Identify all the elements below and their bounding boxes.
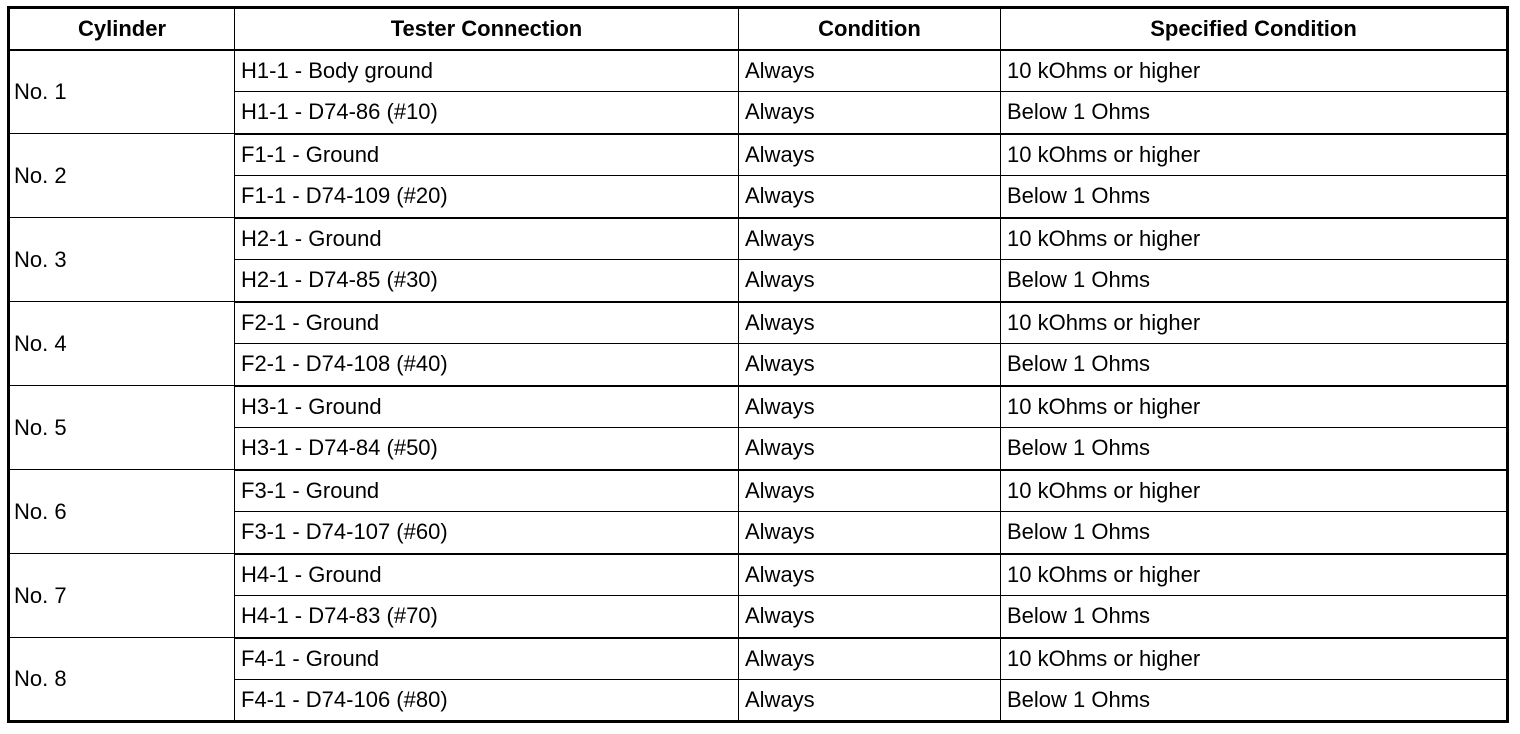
condition-cell: Always [739, 218, 1001, 260]
cylinder-cell: No. 4 [9, 302, 235, 386]
cylinder-cell: No. 6 [9, 470, 235, 554]
header-tester-connection: Tester Connection [235, 8, 739, 50]
cylinder-cell: No. 5 [9, 386, 235, 470]
condition-cell: Always [739, 50, 1001, 92]
condition-cell: Always [739, 386, 1001, 428]
specified-condition-cell: Below 1 Ohms [1001, 512, 1508, 554]
cylinder-cell: No. 2 [9, 134, 235, 218]
condition-cell: Always [739, 680, 1001, 722]
table-row [9, 386, 1508, 428]
specified-condition-cell: Below 1 Ohms [1001, 680, 1508, 722]
table-body [9, 50, 1508, 722]
spec-table-container [7, 6, 1509, 723]
specified-condition-cell: Below 1 Ohms [1001, 176, 1508, 218]
header-row [9, 8, 1508, 50]
table-row [9, 134, 1508, 176]
tester-connection-cell: F2-1 - D74-108 (#40) [235, 344, 739, 386]
condition-cell: Always [739, 260, 1001, 302]
tester-connection-cell: F1-1 - D74-109 (#20) [235, 176, 739, 218]
condition-cell: Always [739, 596, 1001, 638]
specified-condition-cell: 10 kOhms or higher [1001, 554, 1508, 596]
specified-condition-cell: 10 kOhms or higher [1001, 134, 1508, 176]
tester-connection-cell: F2-1 - Ground [235, 302, 739, 344]
condition-cell: Always [739, 470, 1001, 512]
condition-cell: Always [739, 302, 1001, 344]
cylinder-cell: No. 3 [9, 218, 235, 302]
table-row [9, 638, 1508, 680]
tester-connection-cell: H1-1 - Body ground [235, 50, 739, 92]
tester-connection-cell: H1-1 - D74-86 (#10) [235, 92, 739, 134]
condition-cell: Always [739, 92, 1001, 134]
table-row [9, 50, 1508, 92]
specified-condition-cell: Below 1 Ohms [1001, 260, 1508, 302]
header-condition: Condition [739, 8, 1001, 50]
specified-condition-cell: 10 kOhms or higher [1001, 302, 1508, 344]
table-row [9, 302, 1508, 344]
condition-cell: Always [739, 176, 1001, 218]
tester-connection-cell: H3-1 - Ground [235, 386, 739, 428]
cylinder-cell: No. 1 [9, 50, 235, 134]
specified-condition-cell: Below 1 Ohms [1001, 596, 1508, 638]
tester-connection-cell: H3-1 - D74-84 (#50) [235, 428, 739, 470]
table-row [9, 554, 1508, 596]
tester-connection-cell: F4-1 - Ground [235, 638, 739, 680]
tester-connection-cell: F3-1 - D74-107 (#60) [235, 512, 739, 554]
condition-cell: Always [739, 638, 1001, 680]
cylinder-cell: No. 8 [9, 638, 235, 722]
tester-connection-cell: F4-1 - D74-106 (#80) [235, 680, 739, 722]
specified-condition-cell: 10 kOhms or higher [1001, 218, 1508, 260]
tester-connection-cell: H4-1 - D74-83 (#70) [235, 596, 739, 638]
table-row [9, 470, 1508, 512]
specified-condition-cell: 10 kOhms or higher [1001, 386, 1508, 428]
condition-cell: Always [739, 512, 1001, 554]
tester-connection-cell: H2-1 - D74-85 (#30) [235, 260, 739, 302]
specified-condition-cell: 10 kOhms or higher [1001, 470, 1508, 512]
tester-connection-cell: F1-1 - Ground [235, 134, 739, 176]
tester-connection-table [7, 6, 1509, 723]
specified-condition-cell: 10 kOhms or higher [1001, 638, 1508, 680]
cylinder-cell: No. 7 [9, 554, 235, 638]
specified-condition-cell: Below 1 Ohms [1001, 428, 1508, 470]
table-header [9, 8, 1508, 50]
specified-condition-cell: 10 kOhms or higher [1001, 50, 1508, 92]
specified-condition-cell: Below 1 Ohms [1001, 92, 1508, 134]
specified-condition-cell: Below 1 Ohms [1001, 344, 1508, 386]
tester-connection-cell: F3-1 - Ground [235, 470, 739, 512]
condition-cell: Always [739, 344, 1001, 386]
header-specified-condition: Specified Condition [1001, 8, 1508, 50]
condition-cell: Always [739, 554, 1001, 596]
table-row [9, 218, 1508, 260]
header-cylinder: Cylinder [9, 8, 235, 50]
tester-connection-cell: H2-1 - Ground [235, 218, 739, 260]
condition-cell: Always [739, 134, 1001, 176]
tester-connection-cell: H4-1 - Ground [235, 554, 739, 596]
condition-cell: Always [739, 428, 1001, 470]
